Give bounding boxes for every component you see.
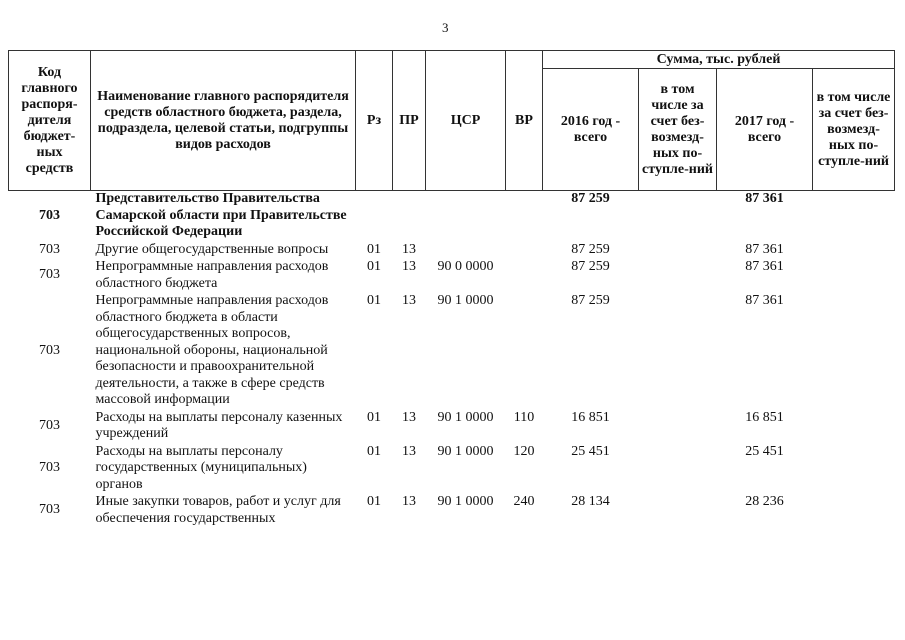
table-row (9, 293, 895, 410)
row-2017-total: 87 361 (745, 293, 784, 308)
row-rz: 01 (367, 494, 381, 509)
row-code: 703 (39, 417, 60, 433)
row-name: Представительство Правительства Самарской области при Правительстве Российской Федерации (95, 191, 347, 239)
row-csr (426, 242, 506, 260)
row-csr (426, 191, 506, 242)
row-csr: 90 0 0000 (437, 259, 494, 274)
row-code: 703 (39, 267, 60, 283)
row-code: 703 (39, 502, 60, 518)
row-name: Расходы на выплаты персоналу казенных учреждений (95, 409, 343, 441)
table-row (9, 242, 895, 260)
row-2016-total: 87 259 (571, 191, 610, 206)
row-name: Непрограммные направления расходов областного бюджета в области общегосударственных вопросов, национальной обороны, национальной безопасности и правоохранительной деятельности, а также в сфере средств массовой информации (95, 293, 329, 407)
row-vr (506, 191, 543, 242)
header-2016-total: 2016 год - всего (543, 69, 639, 191)
row-pr: 13 (402, 409, 416, 425)
row-2016-total: 25 451 (571, 443, 610, 459)
page-number: 3 (442, 20, 449, 35)
row-2017-total: 25 451 (745, 443, 784, 459)
row-rz: 01 (367, 293, 381, 308)
table-row (9, 191, 895, 242)
row-2016-total: 87 259 (571, 241, 610, 257)
row-2016-total: 87 259 (571, 259, 610, 274)
table-row (9, 259, 895, 293)
row-name: Иные закупки товаров, работ и услуг для обеспечения государственных (95, 494, 341, 526)
row-2016-total: 87 259 (571, 293, 610, 308)
row-rz: 01 (367, 259, 381, 274)
row-2017-free (813, 242, 895, 260)
row-pr: 13 (402, 443, 416, 459)
row-2017-free (813, 293, 895, 410)
row-pr: 13 (402, 494, 416, 509)
row-2017-total: 87 361 (745, 259, 784, 274)
row-vr: 120 (513, 443, 535, 459)
table-row (9, 410, 895, 444)
row-2016-total: 28 134 (571, 494, 610, 509)
row-pr: 13 (402, 259, 416, 274)
row-2017-free (813, 259, 895, 293)
row-pr (393, 191, 426, 242)
row-code: 703 (39, 241, 60, 257)
header-2016-free: в том числе за счет без-возмезд-ных по-ступле-ний (639, 69, 717, 191)
row-csr: 90 1 0000 (437, 293, 494, 308)
table-row (9, 494, 895, 528)
row-csr: 90 1 0000 (437, 409, 494, 425)
row-2017-free (813, 444, 895, 495)
row-code: 703 (39, 207, 60, 223)
header-2017-free: в том числе за счет без-возмезд-ных по-ступле-ний (813, 69, 895, 191)
header-pr: ПР (393, 51, 426, 191)
header-sum-group: Сумма, тыс. рублей (543, 51, 895, 69)
row-code: 703 (39, 460, 60, 475)
row-2017-free (813, 410, 895, 444)
row-pr: 13 (402, 293, 416, 308)
row-2017-total: 87 361 (745, 241, 784, 257)
row-2016-free (639, 293, 717, 410)
header-name: Наименование главного распорядителя средств областного бюджета, раздела, подраздела, целевой статьи, подгруппы видов расходов (91, 51, 356, 191)
row-2016-free (639, 259, 717, 293)
row-csr: 90 1 0000 (437, 443, 494, 459)
row-pr: 13 (402, 241, 416, 257)
row-2016-free (639, 410, 717, 444)
row-name: Расходы на выплаты персоналу государственных (муниципальных) органов (95, 443, 307, 492)
budget-table (8, 50, 895, 528)
row-2016-free (639, 191, 717, 242)
row-2016-free (639, 444, 717, 495)
row-rz (356, 191, 393, 242)
row-2017-free (813, 191, 895, 242)
row-2016-free (639, 242, 717, 260)
row-2017-free (813, 494, 895, 528)
row-csr: 90 1 0000 (437, 494, 494, 509)
row-rz: 01 (367, 241, 381, 257)
row-vr: 110 (513, 409, 535, 425)
row-2017-total: 28 236 (745, 494, 784, 509)
row-vr (506, 293, 543, 410)
row-2017-total: 87 361 (745, 191, 784, 206)
row-vr (506, 259, 543, 293)
row-name: Непрограммные направления расходов областного бюджета (95, 259, 329, 291)
row-vr (506, 242, 543, 260)
row-2016-free (639, 494, 717, 528)
row-rz: 01 (367, 409, 381, 425)
header-csr: ЦСР (426, 51, 506, 191)
row-2017-total: 16 851 (745, 409, 784, 425)
row-name: Другие общегосударственные вопросы (95, 241, 329, 257)
table-row (9, 444, 895, 495)
header-2017-total: 2017 год - всего (717, 69, 813, 191)
row-code: 703 (39, 342, 60, 358)
header-code: Код главного распоря-дителя бюджет-ных средств (9, 51, 91, 191)
header-rz: Рз (356, 51, 393, 191)
row-2016-total: 16 851 (571, 409, 610, 425)
header-vr: ВР (506, 51, 543, 191)
row-rz: 01 (367, 443, 381, 459)
row-vr: 240 (513, 494, 535, 509)
